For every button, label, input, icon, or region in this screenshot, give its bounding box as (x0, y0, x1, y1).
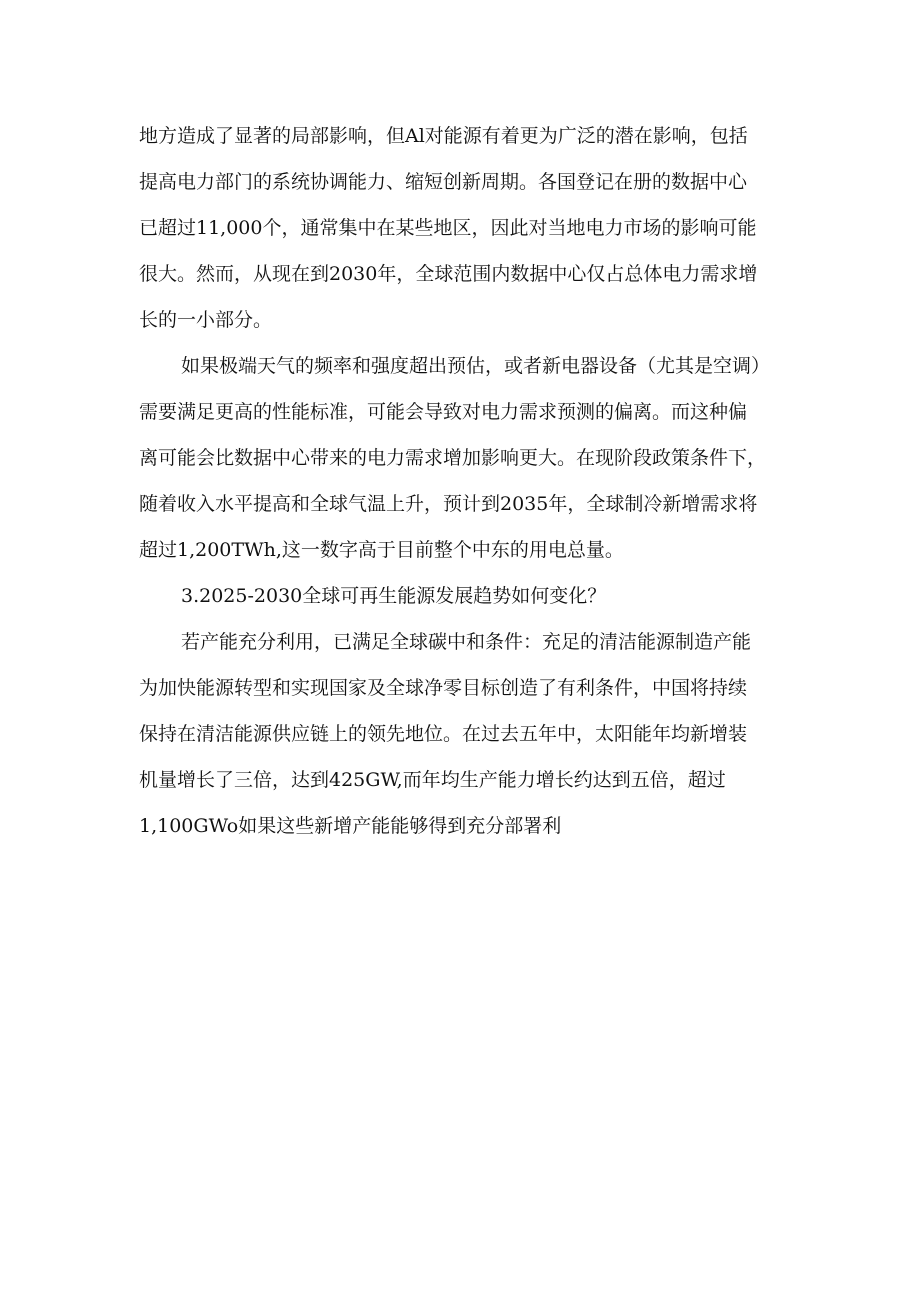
text-line: 已超过11,000个，通常集中在某些地区，因此对当地电力市场的影响可能 (139, 217, 757, 239)
paragraph-start-line: 如果极端天气的频率和强度超出预估，或者新电器设备（尤其是空调） (181, 355, 771, 377)
text-line: 提高电力部门的系统协调能力、缩短创新周期。各国登记在册的数据中心 (139, 171, 748, 193)
text-line: 地方造成了显著的局部影响，但Al对能源有着更为广泛的潜在影响，包括 (139, 125, 748, 147)
text-line: 超过1,200TWh,这一数字高于目前整个中东的用电总量。 (139, 539, 624, 561)
paragraph-start-line: 若产能充分利用，已满足全球碳中和条件：充足的清洁能源制造产能 (181, 631, 752, 653)
text-line: 长的一小部分。 (139, 309, 273, 331)
text-line: 保持在清洁能源供应链上的领先地位。在过去五年中，太阳能年均新增装 (139, 723, 748, 745)
text-line: 机量增长了三倍，达到425GW,而年均生产能力增长约达到五倍，超过 (139, 769, 726, 791)
text-line: 为加快能源转型和实现国家及全球净零目标创造了有利条件，中国将持续 (139, 677, 748, 699)
document-body (139, 113, 799, 849)
section-heading: 3.2025-2030全球可再生能源发展趋势如何变化？ (181, 585, 607, 607)
text-line: 随着收入水平提高和全球气温上升，预计到2035年，全球制冷新增需求将 (139, 493, 758, 515)
text-line: 很大。然而，从现在到2030年，全球范围内数据中心仅占总体电力需求增 (139, 263, 758, 285)
text-line: 需要满足更高的性能标准，可能会导致对电力需求预测的偏离。而这种偏 (139, 401, 748, 423)
text-line: 离可能会比数据中心带来的电力需求增加影响更大。在现阶段政策条件下， (139, 447, 767, 469)
text-line: 1,100GWo如果这些新增产能能够得到充分部署利 (139, 815, 562, 837)
